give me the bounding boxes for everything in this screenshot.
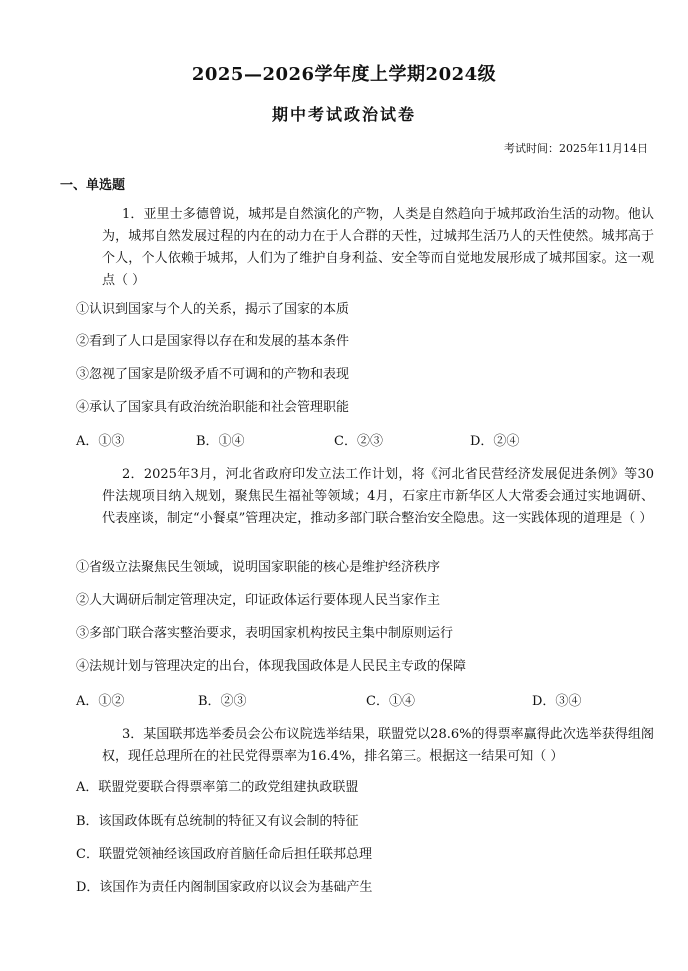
statement-item: ③多部门联合落实整治要求，表明国家机构按民主集中制原则运行 [76, 626, 454, 641]
statement-item: ④法规计划与管理决定的出台，体现我国政体是人民民主专政的保障 [76, 659, 467, 674]
answer-option-c[interactable]: C．②③ [334, 434, 383, 449]
statement-item: ②看到了人口是国家得以存在和发展的基本条件 [76, 334, 350, 349]
answer-option-a[interactable]: A．①③ [76, 434, 125, 449]
answer-option-d[interactable]: D．③④ [532, 694, 582, 709]
answer-option-a[interactable]: A．联盟党要联合得票率第二的政党组建执政联盟 [76, 780, 359, 795]
statement-item: ③忽视了国家是阶级矛盾不可调和的产物和表现 [76, 367, 350, 382]
answer-option-a[interactable]: A．①② [76, 694, 125, 709]
answer-option-b[interactable]: B．①④ [196, 434, 245, 449]
exam-time: 考试时间：2025年11月14日 [504, 142, 648, 155]
question-number: 1． [122, 207, 144, 222]
exam-title: 2025—2026学年度上学期2024级 [191, 64, 497, 85]
question-1-stem [102, 204, 654, 292]
answer-option-b[interactable]: B．该国政体既有总统制的特征又有议会制的特征 [76, 814, 359, 829]
question-text: 亚里士多德曾说，城邦是自然演化的产物，人类是自然趋向于城邦政治生活的动物。他认为，城邦自然发展过程的内在的动力在于人合群的天性，过城邦生活乃人的天性使然。城邦高于个人，个人依赖于城邦，人们为了维护自身利益、安全等而自觉地发展形成了城邦国家。这一观点（ ） [102, 207, 654, 288]
answer-option-c[interactable]: C．①④ [366, 694, 415, 709]
question-text: 某国联邦选举委员会公布议院选举结果，联盟党以28.6%的得票率赢得此次选举获得组阁权，现任总理所在的社民党得票率为16.4%，排名第三。根据这一结果可知（ ） [102, 727, 654, 764]
statement-item: ①认识到国家与个人的关系，揭示了国家的本质 [76, 302, 350, 317]
statement-item: ④承认了国家具有政治统治职能和社会管理职能 [76, 400, 350, 415]
question-number: 2． [122, 467, 144, 482]
question-number: 3． [122, 727, 144, 742]
exam-subtitle: 期中考试政治试卷 [271, 105, 416, 124]
question-2-stem [102, 464, 654, 530]
answer-option-b[interactable]: B．②③ [198, 694, 247, 709]
answer-option-c[interactable]: C．联盟党领袖经该国政府首脑任命后担任联邦总理 [76, 847, 372, 862]
answer-option-d[interactable]: D．②④ [470, 434, 520, 449]
question-text: 2025年3月，河北省政府印发立法工作计划，将《河北省民营经济发展促进条例》等30件法规项目纳入规划，聚焦民生福祉等领域；4月，石家庄市新华区人大常委会通过实地调研、代表座谈，制定“小餐桌”管理决定，推动多部门联合整治安全隐患。这一实践体现的道理是（ ） [102, 467, 654, 526]
statement-item: ①省级立法聚焦民生领域，说明国家职能的核心是维护经济秩序 [76, 560, 441, 575]
question-3-stem [102, 724, 654, 768]
answer-option-d[interactable]: D．该国作为责任内阁制国家政府以议会为基础产生 [76, 880, 373, 895]
statement-item: ②人大调研后制定管理决定，印证政体运行要体现人民当家作主 [76, 593, 441, 608]
section-heading: 一、单选题 [60, 178, 126, 193]
